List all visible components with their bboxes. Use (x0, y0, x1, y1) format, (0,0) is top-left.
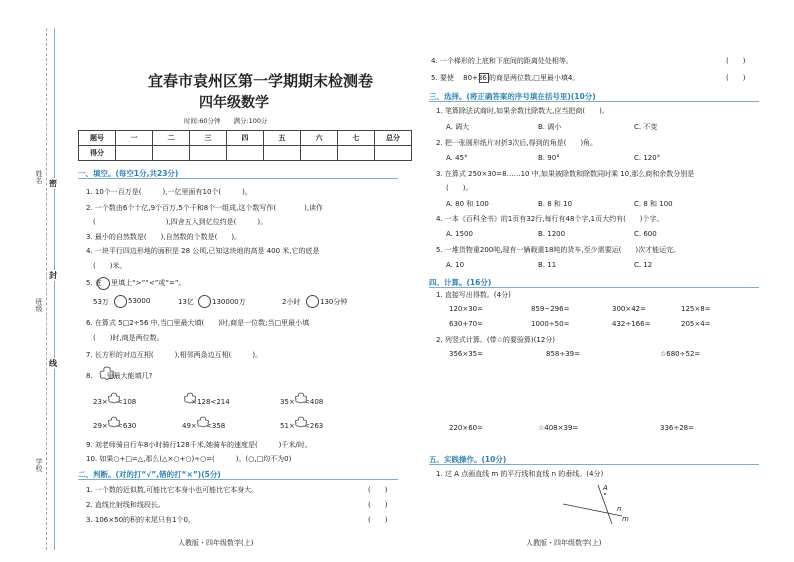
binding-line (54, 28, 55, 550)
q6-text-a: 6. 在算式 5□2÷56 中,当□里最大填( )时,商是一位数;当□里最小填 (86, 319, 310, 327)
calc2-item: 336÷28= (660, 424, 694, 432)
choice4-text: 4. 一本《百科全书》的1页有32行,每行有48个字,1页大约有( )个字。 (436, 215, 664, 223)
page-subtitle: 四年级数学 (199, 95, 269, 111)
time-score-info: 时间:60分钟 满分:100分 (184, 117, 268, 125)
circle-blank-icon (97, 277, 110, 290)
choice3-option-c[interactable]: C. 8 和 100 (634, 200, 673, 208)
judge2-answer[interactable]: ( ) (368, 501, 388, 509)
q10-text: 10. 如果○+□=△,那么(△×○+○)÷○=( )。(○,□均不为0) (86, 455, 292, 463)
q4-text-a: 4. 一块平行四边形地的面积是 28 公顷,已知这块地的高是 400 米,它的底是 (86, 247, 320, 255)
q8b-text: ×128<214 (182, 398, 230, 406)
q5c-left: 2小时 (282, 298, 301, 306)
score-table (78, 130, 412, 161)
choice1-text: 1. 笔算除法试商时,如果余数比除数大,应当把商( )。 (436, 107, 609, 115)
line-n-label: n (617, 505, 622, 513)
section1-underline (78, 178, 398, 179)
score-input-cell[interactable] (264, 146, 301, 161)
binding-dash-line (46, 28, 47, 550)
calc1-item: 125×8= (681, 305, 711, 313)
section4-title: 四、计算。(16分) (429, 278, 492, 287)
choice1-option-b[interactable]: B. 调小 (538, 123, 562, 131)
judge3-text: 3. 106×50的积的末尾只有1个0。 (86, 516, 195, 524)
calc1-item: 432÷166= (612, 320, 651, 328)
q5b-left: 13亿 (178, 298, 194, 306)
q2-text-a: 2. 一个数由6个十亿,9个百万,5个千和8个一组成,这个数写作( ),读作 (86, 204, 324, 212)
score-cell: 二 (153, 131, 190, 146)
score-input-cell[interactable] (338, 146, 375, 161)
score-table-header-row (79, 131, 412, 146)
judge2-text: 2. 直线比射线和线段长。 (86, 501, 165, 509)
flower-blank-input[interactable] (293, 392, 309, 404)
flower-icon (97, 366, 117, 380)
calc1-item: 1000÷50= (531, 320, 570, 328)
compare-circle-input[interactable] (306, 295, 319, 308)
judge5-answer[interactable]: ( ) (726, 74, 746, 82)
calc2-item: 220×60= (449, 424, 483, 432)
point-a (604, 493, 606, 495)
calc2-item: ☆680÷52= (660, 350, 701, 358)
q5c-right: 130分钟 (320, 298, 348, 306)
q8e-text: 49× <358 (182, 422, 226, 430)
section5-underline (429, 464, 759, 465)
choice3-option-b[interactable]: B. 8 和 10 (538, 200, 573, 208)
choice5-option-b[interactable]: B. 11 (538, 261, 557, 269)
choice5-option-c[interactable]: C. 12 (634, 261, 653, 269)
page-title: 宜春市袁州区第一学期期末检测卷 (148, 72, 374, 90)
flower-blank-input[interactable] (106, 392, 122, 404)
q8d-text: 29× <630 (93, 422, 137, 430)
judge4-answer[interactable]: ( ) (726, 57, 746, 65)
score-input-cell[interactable] (190, 146, 227, 161)
section4-underline (429, 287, 759, 288)
line-m-label: m (622, 515, 629, 523)
score-cell: 七 (338, 131, 375, 146)
judge1-answer[interactable]: ( ) (368, 486, 388, 494)
square-blank-input[interactable] (479, 73, 489, 83)
calc2-item: ☆408×39= (538, 424, 579, 432)
calc1-item: 630+70= (449, 320, 483, 328)
score-input-cell[interactable] (153, 146, 190, 161)
score-cell: 三 (190, 131, 227, 146)
q6-text-b: ( )时,商是两位数。 (93, 334, 164, 342)
section3-underline (429, 101, 759, 102)
choice1-option-a[interactable]: A. 调大 (446, 123, 470, 131)
calc2-item: 356×35= (449, 350, 483, 358)
judge3-answer[interactable]: ( ) (368, 516, 388, 524)
right-footer: 人教版・四年级数学(上) (526, 539, 602, 547)
choice4-option-a[interactable]: A. 1500 (446, 230, 473, 238)
practice1-text: 1. 过 A 点画直线 m 的平行线和直线 n 的垂线。(4分) (436, 470, 604, 478)
choice1-option-c[interactable]: C. 不变 (634, 123, 658, 131)
section2-underline (78, 479, 398, 480)
flower-blank-input[interactable] (106, 416, 122, 428)
q5-text: 5. 在 里填上“>”“<”或“=”。 (86, 279, 186, 287)
compare-circle-input[interactable] (198, 295, 211, 308)
choice5-text: 5. 一堆货物重200吨,现有一辆载重18吨的货车,至少需要运( )次才能运完。 (436, 246, 681, 254)
q9-text: 9. 刘老师骑自行车8小时骑行128千米,她骑车的速度是( )千米/时。 (86, 441, 312, 449)
section3-title: 三、选择。(将正确答案的序号填在括号里)(10分) (429, 92, 596, 101)
choice3-text-a: 3. 在算式 250×30=8……10 中,如果被除数和除数同时乘 10,那么商和余数分别是 (436, 170, 695, 178)
name-label: 姓名 (35, 170, 43, 184)
judge5-text: 5. 要使 80+36 的商是两位数,□里最小填4。 (431, 74, 580, 82)
choice5-option-a[interactable]: A. 10 (446, 261, 465, 269)
q8f-text: 51× <263 (280, 422, 324, 430)
q5a-right: 53000 (128, 297, 151, 305)
section2-title: 二、判断。(对的打“√”,错的打“×”)(5分) (78, 470, 221, 479)
choice2-text: 2. 把一张圆形纸片对折3次后,得到的角是( )角。 (436, 139, 598, 147)
school-label: 学校 (35, 458, 43, 472)
calc2-heading: 2. 列竖式计算。(带☆的要验算)(12分) (436, 336, 556, 344)
q2-text-b: ( ),四舍五入到亿位约是( )。 (93, 218, 268, 226)
choice2-option-a[interactable]: A. 45° (446, 154, 468, 162)
q7-text: 7. 长方形的对边互相( ),相邻两条边互相( )。 (86, 351, 263, 359)
q5a-left: 53万 (93, 298, 109, 306)
q1-text: 1. 10个一百万是( ),一亿里面有10个( )。 (86, 188, 252, 196)
choice3-text-b: ( )。 (446, 184, 473, 192)
q8a-text: 23× <108 (93, 398, 137, 406)
seal-char-feng: 封 (49, 271, 57, 280)
seal-char-xian: 线 (49, 359, 57, 368)
judge4-text: 4. 一个梯形的上底和下底间的距离处处相等。 (431, 57, 573, 65)
score-cell: 六 (301, 131, 338, 146)
score-input-cell[interactable] (301, 146, 338, 161)
choice3-option-a[interactable]: A. 80 和 100 (446, 200, 489, 208)
score-cell: 题号 (79, 131, 116, 146)
q5b-right: 130000万 (212, 298, 246, 306)
section5-title: 五、实践操作。(10分) (429, 455, 507, 464)
q3-text: 3. 最小的自然数是( ),自然数的个数是( )。 (86, 233, 242, 241)
calc1-item: 859−296= (531, 305, 570, 313)
score-cell: 得分 (79, 146, 116, 161)
line-m (563, 504, 622, 516)
class-label: 班级 (35, 298, 43, 312)
score-cell: 总分 (375, 131, 412, 146)
calc1-item: 300×42= (612, 305, 646, 313)
left-footer: 人教版・四年级数学(上) (178, 539, 254, 547)
calc1-item: 205×4= (681, 320, 711, 328)
score-input-cell[interactable] (375, 146, 412, 161)
score-cell: 四 (227, 131, 264, 146)
score-input-cell[interactable] (227, 146, 264, 161)
score-input-cell[interactable] (116, 146, 153, 161)
score-cell: 一 (116, 131, 153, 146)
q8-text: 8. 里最大能填几? (86, 372, 153, 380)
choice2-option-b[interactable]: B. 90° (538, 154, 560, 162)
choice4-option-c[interactable]: C. 600 (634, 230, 657, 238)
calc1-heading: 1. 直接写出得数。(4分) (436, 291, 511, 299)
score-cell: 五 (264, 131, 301, 146)
seal-char-mi: 密 (49, 179, 57, 188)
compare-circle-input[interactable] (114, 295, 127, 308)
calc2-item: 858÷39= (546, 350, 580, 358)
score-table-score-row (79, 146, 412, 161)
point-a-label: A (603, 484, 608, 492)
flower-blank-input[interactable] (293, 416, 309, 428)
choice4-option-b[interactable]: B. 1200 (538, 230, 566, 238)
flower-blank-input[interactable] (182, 392, 198, 404)
choice2-option-c[interactable]: C. 120° (634, 154, 661, 162)
section1-title: 一、填空。(每空1分,共23分) (78, 169, 179, 178)
judge1-text: 1. 一个数的近似数,可能比它本身小也可能比它本身大。 (86, 486, 259, 494)
calc1-item: 120×30= (449, 305, 483, 313)
flower-blank-input[interactable] (195, 416, 211, 428)
q4-text-b: ( )米。 (93, 262, 127, 270)
q8c-text: 35× <408 (280, 398, 324, 406)
